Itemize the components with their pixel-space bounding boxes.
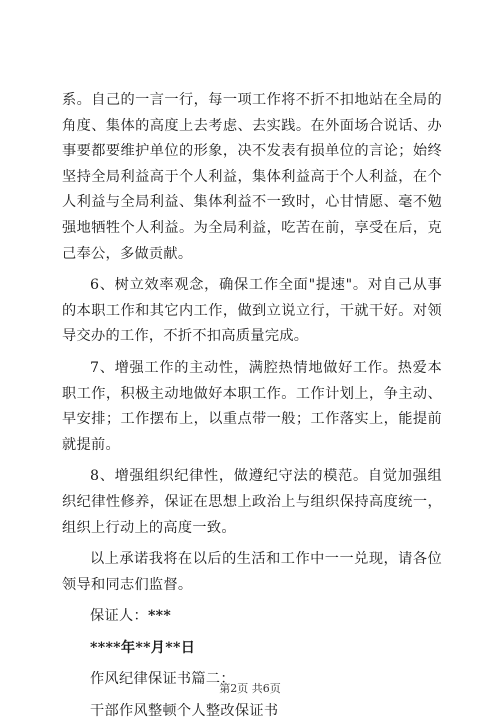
guarantor-value: *** — [147, 608, 172, 625]
date-line: ****年**月**日 — [90, 639, 196, 656]
guarantor-label: 保证人： — [90, 608, 148, 625]
document-subtitle: 干部作风整顿个人整改保证书 — [90, 703, 279, 720]
document-body — [62, 88, 442, 725]
paragraph-item-6: 6、树立效率观念，确保工作全面"提速"。对自己从事的本职工作和其它内工作，做到立说立行，干就干好。对领导交办的工作，不折不扣高质量完成。 — [62, 277, 442, 345]
page-number-footer: 第2页 共6页 — [219, 682, 281, 695]
guarantor-line — [62, 604, 442, 630]
paragraph-commitment: 以上承诺我将在以后的生活和工作中一一兑现，请各位领导和同志们监督。 — [62, 551, 442, 593]
paragraph-item-7: 7、增强工作的主动性，满腔热情地做好工作。热爱本职工作，积极主动地做好本职工作。工作计划上，争主动、早安排；工作摆布上，以重点带一般；工作落实上，能提前就提前。 — [62, 359, 442, 453]
paragraph-continuation: 系。自己的一言一行，每一项工作将不折不扣地站在全局的角度、集体的高度上去考虑、去实践。在外面场合说话、办事要都要维护单位的形象，决不发表有损单位的言论；始终坚持全局利益高于个人利益，集体利益高于个人利益，在个人利益与全局利益、集体利益不一致时，心甘情愿、毫不勉强地牺牲个人利益。为全局利益，吃苦在前，享受在后，克己奉公，多做贡献。 — [62, 92, 442, 262]
paragraph-item-8: 8、增强组织纪律性，做遵纪守法的模范。自觉加强组织纪律性修养，保证在思想上政治上与组织保持高度统一，组织上行动上的高度一致。 — [62, 468, 442, 536]
section-title: 作风纪律保证书篇二： — [90, 671, 235, 688]
